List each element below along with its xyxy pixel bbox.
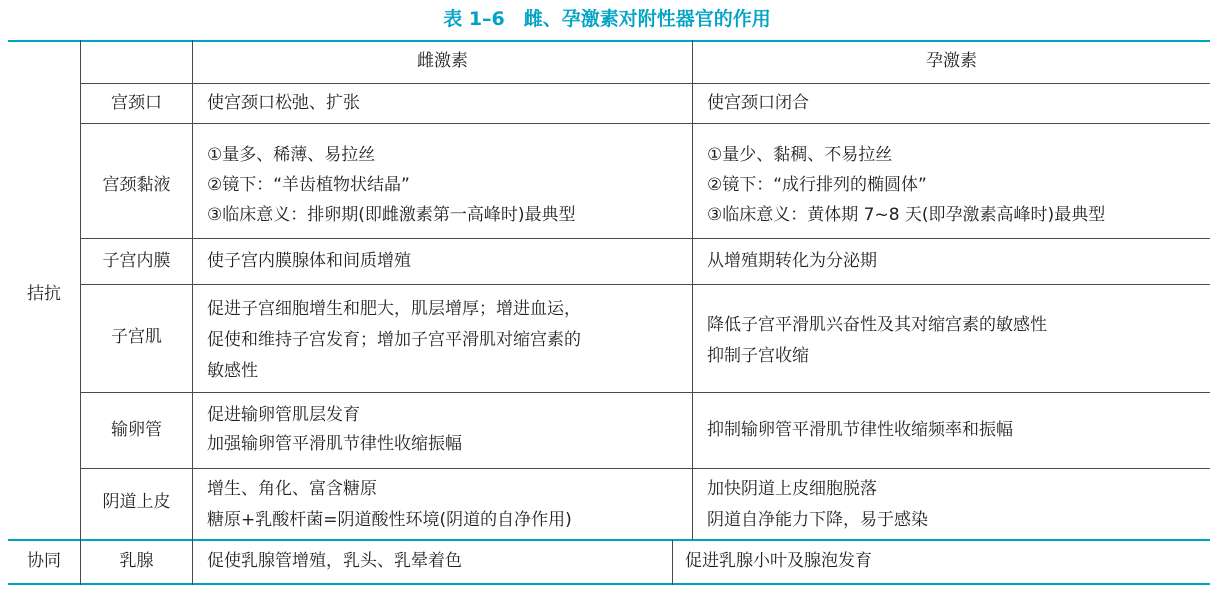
bottom-rule [8, 583, 1210, 585]
progesterone-effect [693, 140, 1210, 230]
effect-line: ②镜下：“羊齿植物状结晶” [207, 175, 410, 195]
effect-line: 促使乳腺管增殖，乳头、乳晕着色 [207, 551, 462, 571]
organ-label: 阴道上皮 [102, 492, 171, 512]
effect-line: 促使和维持子宫发育；增加子宫平滑肌对缩宫素的 [207, 330, 581, 350]
effect-line: 促进输卵管肌层发育 [207, 405, 360, 425]
row-divider [80, 468, 1210, 469]
effect-line: 促进子宫细胞增生和肥大，肌层增厚；增进血运， [207, 299, 581, 319]
effect-line: ①量少、黏稠、不易拉丝 [707, 145, 893, 165]
estrogen-effect [193, 249, 692, 274]
organ-label: 子宫内膜 [102, 251, 171, 271]
effect-line: 使宫颈口松弛、扩张 [207, 93, 360, 113]
organ-label: 乳腺 [119, 551, 154, 571]
row-divider [80, 392, 1210, 393]
progesterone-effect [673, 549, 1210, 574]
estrogen-effect [193, 91, 692, 116]
progesterone-effect [693, 474, 1210, 536]
group-antagonism: 拮抗 [27, 284, 61, 304]
row-divider [80, 284, 1210, 285]
effect-line: 促进乳腺小叶及腺泡发育 [685, 551, 872, 571]
progesterone-effect [693, 91, 1210, 116]
hormone-effects-table [8, 40, 1210, 585]
row-divider [80, 83, 1210, 84]
estrogen-effect [193, 474, 692, 536]
effect-line: ②镜下：“成行排列的椭圆体” [707, 175, 927, 195]
effect-line: 加强输卵管平滑肌节律性收缩振幅 [207, 434, 462, 454]
effect-line: ①量多、稀薄、易拉丝 [207, 145, 376, 165]
organ-label: 输卵管 [111, 420, 162, 440]
estrogen-effect [193, 549, 672, 574]
effect-line: 从增殖期转化为分泌期 [707, 251, 877, 271]
effect-line: 加快阴道上皮细胞脱落 [707, 479, 877, 499]
table-title: 表 1–6 雌、孕激素对附性器官的作用 [443, 8, 771, 30]
organ-label: 宫颈口 [111, 93, 162, 113]
effect-line: ③临床意义：排卵期(即雌激素第一高峰时)最典型 [207, 205, 576, 225]
effect-line: 抑制子宫收缩 [707, 346, 809, 366]
estrogen-effect [193, 294, 692, 387]
progesterone-effect [693, 418, 1210, 443]
organ-label: 宫颈黏液 [102, 175, 171, 195]
organ-label: 子宫肌 [111, 327, 162, 347]
estrogen-effect [193, 401, 692, 459]
row-divider [80, 123, 1210, 124]
estrogen-effect [193, 140, 692, 230]
group-rule [8, 539, 1210, 541]
effect-line: 使宫颈口闭合 [707, 93, 809, 113]
effect-line: 使子宫内膜腺体和间质增殖 [207, 251, 411, 271]
row-divider [80, 238, 1210, 239]
effect-line: ③临床意义：黄体期 7~8 天(即孕激素高峰时)最典型 [707, 205, 1106, 225]
progesterone-effect [693, 249, 1210, 274]
effect-line: 降低子宫平滑肌兴奋性及其对缩宫素的敏感性 [707, 315, 1047, 335]
effect-line: 增生、角化、富含糖原 [207, 479, 377, 499]
effect-line: 敏感性 [207, 361, 258, 381]
header-progesterone: 孕激素 [926, 51, 977, 71]
effect-line: 糖原+乳酸杆菌=阴道酸性环境(阴道的自净作用) [207, 510, 572, 530]
progesterone-effect [693, 310, 1210, 372]
header-estrogen: 雌激素 [417, 51, 468, 71]
group-synergy: 协同 [27, 551, 61, 571]
effect-line: 阴道自净能力下降，易于感染 [707, 510, 928, 530]
effect-line: 抑制输卵管平滑肌节律性收缩频率和振幅 [707, 420, 1013, 440]
